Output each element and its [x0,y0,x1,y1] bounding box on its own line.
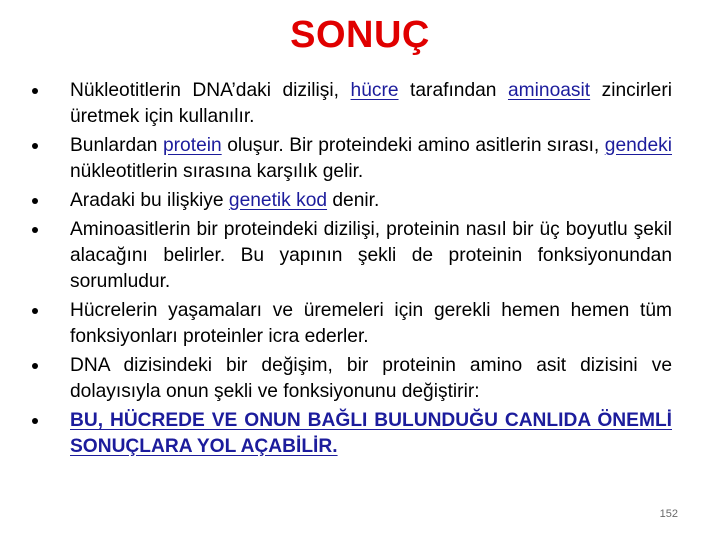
protein-link[interactable]: protein [163,135,222,156]
bullet-text-segment: tarafından [398,80,508,101]
bullet-text-segment: oluşur. Bir proteindeki amino asitlerin sırası, [221,135,605,156]
bullet-text-segment: Aradaki bu ilişkiye [70,190,229,211]
bullet-dot-icon [32,198,38,204]
bullet-dot-icon [32,143,38,149]
genetik-kod-link[interactable]: genetik kod [228,190,328,211]
bullet-dot-icon [32,227,38,233]
slide-title: SONUÇ [290,14,430,56]
bullet-text [70,80,672,127]
bullet-text-segment: zincirleri üretmek için kullanılır. [70,80,672,127]
bullet-dot-icon [32,363,38,369]
bullet-item [42,353,672,405]
bullet-text-segment: Nükleotitlerin DNA’daki dizilişi, [70,80,351,101]
bullet-item [42,188,672,214]
gendeki-link[interactable]: gendeki [604,135,672,156]
bullet-text-segment: nükleotitlerin sırasına karşılık gelir. [70,161,364,182]
bullet-item [42,217,672,295]
page-number: 152 [659,508,678,520]
bullet-text: Hücrelerin yaşamaları ve üremeleri için gerekli hemen hemen tüm fonksiyonları proteinler icra ederler. [70,300,672,347]
bullet-text [70,190,379,211]
bullet-text: DNA dizisindeki bir değişim, bir proteinin amino asit dizisini ve dolayısıyla onun şekli ve fonksiyonunu değiştirir: [70,355,672,402]
bullet-item [42,298,672,350]
bullet-item-conclusion [42,408,672,460]
bullet-text-segment: denir. [327,190,380,211]
bullet-text [70,135,672,182]
conclusion-text: BU, HÜCREDE VE ONUN BAĞLI BULUNDUĞU CANLIDA ÖNEMLİ SONUÇLARA YOL AÇABİLİR. [70,410,672,457]
bullet-list [42,78,672,463]
bullet-dot-icon [32,418,38,424]
hucre-link[interactable]: hücre [350,80,399,101]
bullet-item [42,133,672,185]
aminoasit-link[interactable]: aminoasit [507,80,591,101]
bullet-text-segment: Bunlardan [70,135,163,156]
bullet-dot-icon [32,88,38,94]
bullet-dot-icon [32,308,38,314]
bullet-item [42,78,672,130]
bullet-text: Aminoasitlerin bir proteindeki dizilişi, proteinin nasıl bir üç boyutlu şekil alacağını belirler. Bu yapının şekli de proteinin fonksiyonundan sorumludur. [70,219,672,292]
